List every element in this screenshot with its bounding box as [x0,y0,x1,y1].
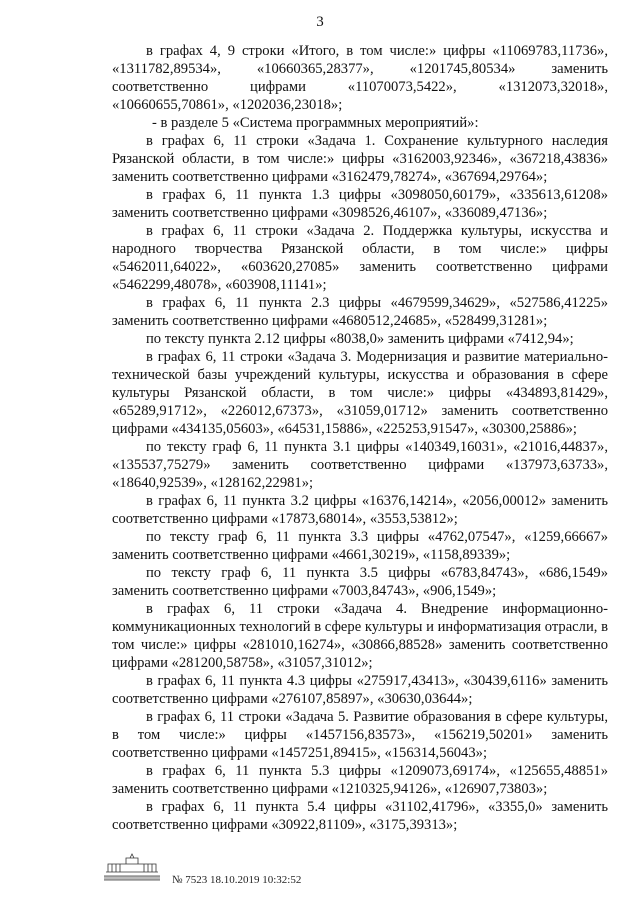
paragraph: в графах 6, 11 строки «Задача 5. Развитие образования в сфере культуры, в том числе:» цифры «1457156,83573», «156219,50201» заменить соответственно цифрами «1457251,89415», «156314,56043»; [112,709,608,761]
document-footer [100,850,400,890]
paragraph: в графах 6, 11 пункта 1.3 цифры «3098050,60179», «335613,61208» заменить соответственно цифрами «3098526,46107», «336089,47136»; [112,187,608,221]
paragraph: по тексту граф 6, 11 пункта 3.1 цифры «140349,16031», «21016,44837», «135537,75279» заменить соответственно цифрами «137973,63733», «18640,92539», «128162,22981»; [112,439,608,491]
paragraph: в графах 6, 11 строки «Задача 4. Внедрение информационно-коммуникационных технологий в сфере культуры и информатизация отрасли, в том числе:» цифры «281010,16274», «30866,88528» заменить соответственно цифрами «281200,58758», «31057,31012»; [112,601,608,671]
registration-stamp: № 7523 18.10.2019 10:32:52 [172,874,302,886]
paragraph: в графах 6, 11 пункта 5.3 цифры «1209073,69174», «125655,48851» заменить соответственно цифрами «1210325,94126», «126907,73803»; [112,763,608,797]
paragraph: в графах 6, 11 пункта 5.4 цифры «31102,41796», «3355,0» заменить соответственно цифрами «30922,81109», «3175,39313»; [112,799,608,833]
paragraph: в графах 6, 11 пункта 2.3 цифры «4679599,34629», «527586,41225» заменить соответственно цифрами «4680512,24685», «528499,31281»; [112,295,608,329]
paragraph: в графах 4, 9 строки «Итого, в том числе:» цифры «11069783,11736», «1311782,89534», «10660365,28377», «1201745,80534» заменить соответственно цифрами «11070073,5422», «1312073,32018», «10660655,70861», «1202036,23018»; [112,43,608,113]
paragraph: по тексту граф 6, 11 пункта 3.5 цифры «6783,84743», «686,1549» заменить соответственно цифрами «7003,84743», «906,1549»; [112,565,608,599]
paragraph: в графах 6, 11 пункта 4.3 цифры «275917,43413», «30439,6116» заменить соответственно цифрами «276107,85897», «30630,03644»; [112,673,608,707]
paragraph: в графах 6, 11 строки «Задача 2. Поддержка культуры, искусства и народного творчества Рязанской области, в том числе:» цифры «5462011,64022», «603620,27085» заменить соответственно цифрами «5462299,48078», «603908,11141»; [112,223,608,293]
paragraph: в графах 6, 11 строки «Задача 3. Модернизация и развитие материально-технической базы учреждений культуры, искусства и образования в сфере культуры Рязанской области, в том числе:» цифры «434893,81429», «65289,91712», «226012,67373», «31059,01712» заменить соответственно цифрами «434135,05603», «64531,15886», «225253,91547», «30300,25886»; [112,349,608,437]
paragraph: в графах 6, 11 строки «Задача 1. Сохранение культурного наследия Рязанской области, в том числе:» цифры «3162003,92346», «367218,43836» заменить соответственно цифрами «3162479,78274», «367694,29764»; [112,133,608,185]
paragraph: - в разделе 5 «Система программных мероприятий»: [152,115,479,131]
paragraph: по тексту граф 6, 11 пункта 3.3 цифры «4762,07547», «1259,66667» заменить соответственно цифрами «4661,30219», «1158,89339»; [112,529,608,563]
government-building-icon [100,850,164,884]
page-number: 3 [316,14,324,30]
paragraph: по тексту пункта 2.12 цифры «8038,0» заменить цифрами «7412,94»; [146,331,574,347]
paragraph: в графах 6, 11 пункта 3.2 цифры «16376,14214», «2056,00012» заменить соответственно цифрами «17873,68014», «3553,53812»; [112,493,608,527]
document-body [112,42,608,834]
